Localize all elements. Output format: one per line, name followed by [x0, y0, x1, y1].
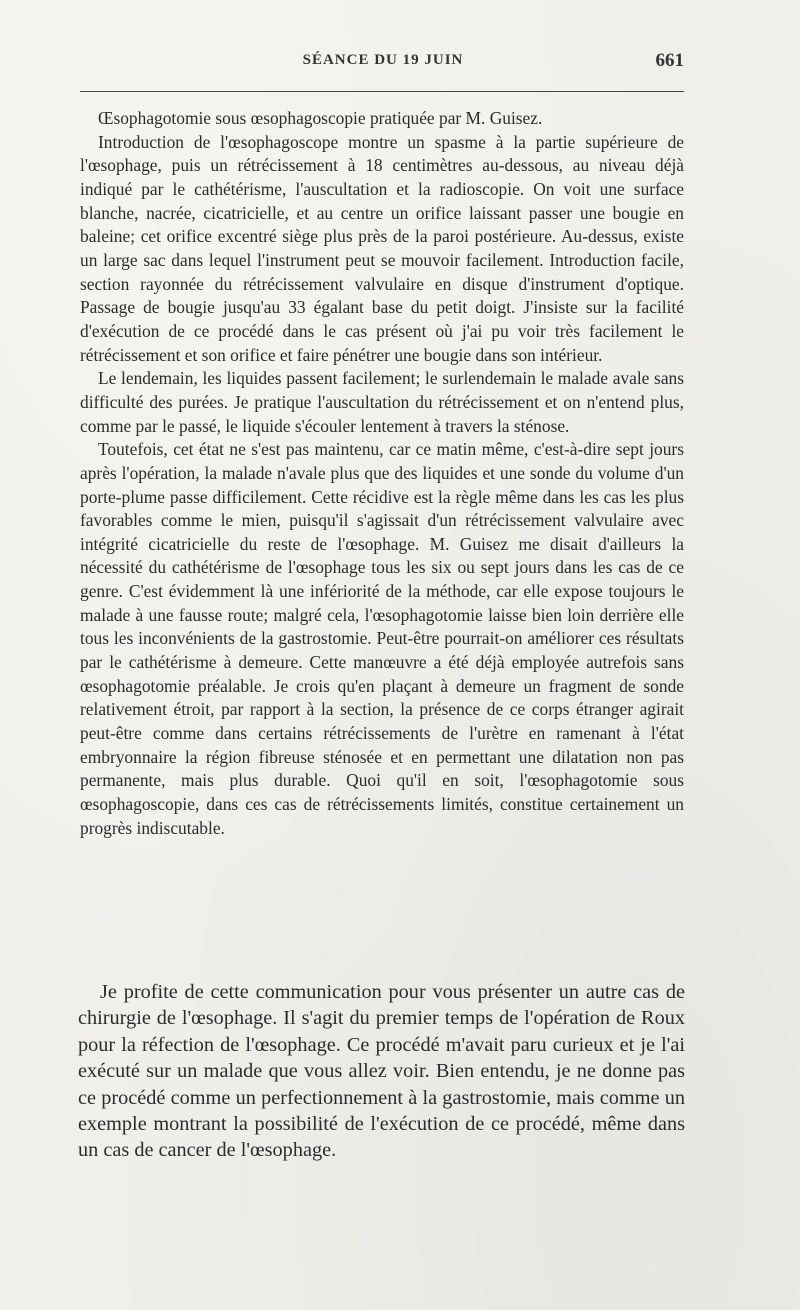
running-title: SÉANCE DU 19 JUIN	[302, 52, 464, 68]
paragraph-je-profite: Je profite de cette communication pour vous présenter un autre cas de chirurgie de l'œsophage. Il s'agit du premier temps de l'opération de Roux pour la réfection de l'œsophage. Ce procédé m'avait paru curieux et je l'ai exécuté sur un malade que vous allez voir. Bien entendu, je ne donne pas ce procédé comme un perfectionnement à la gastrostomie, mais comme un exemple montrant la possibilité de l'exécution de ce procédé, même dans un cas de cancer de l'œsophage.	[78, 981, 685, 1162]
paragraph-introduction: Introduction de l'œsophagoscope montre un spasme à la partie supérieure de l'œsophage, puis un rétrécissement à 18 centimètres au-dessous, au niveau déjà indiqué par le cathétérisme, l'auscultation et la radioscopie. On voit une surface blanche, nacrée, cicatricielle, et au centre un orifice laissant passer une bougie en baleine; cet orifice excentré siège plus près de la paroi postérieure. Au-dessus, existe un large sac dans lequel l'instrument peut se mouvoir facilement. Introduction facile, section rayonnée du rétrécissement valvulaire en disque d'instrument d'optique. Passage de bougie jusqu'au 33 égalant base du petit doigt. J'insiste sur la facilité d'exécution de ce procédé dans le cas présent où j'ai pu voir très facilement le rétrécissement et son orifice et faire pénétrer une bougie dans son intérieur.	[80, 131, 684, 365]
running-head	[82, 52, 684, 76]
paragraph-lendemain: Le lendemain, les liquides passent facilement; le surlendemain le malade avale sans difficulté des purées. Je pratique l'auscultation du rétrécissement et on n'entend plus, comme par le passé, le liquide s'écouler lentement à travers la sténose.	[80, 368, 684, 436]
page-number: 661	[655, 50, 684, 71]
header-rule	[80, 91, 684, 92]
paragraph-toutefois: Toutefois, cet état ne s'est pas maintenu, car ce matin même, c'est-à-dire sept jours après l'opération, la malade n'avale plus que des liquides et une sonde du volume d'un porte-plume passe difficilement. Cette récidive est la règle même dans les cas les plus favorables comme le mien, puisqu'il s'agissait d'un rétrécissement valvulaire avec intégrité cicatricielle du reste de l'œsophage. M. Guisez me disait d'ailleurs la nécessité du cathétérisme de l'œsophage tous les six ou sept jours dans les cas de ce genre. C'est évidemment là une infériorité de la méthode, car elle expose toujours le malade à une fausse route; malgré cela, l'œsophagotomie laisse bien loin derrière elle tous les inconvénients de la gastrostomie. Peut-être pourrait-on améliorer ces résultats par le cathétérisme à demeure. Cette manœuvre a été déjà employée autrefois sans œsophagotomie préalable. Je crois qu'en plaçant à demeure un fragment de sonde relativement étroit, par rapport à la section, la présence de ce corps étranger agirait peut-être comme dans certains rétrécissements de l'urètre en ramenant à l'état embryonnaire la région fibreuse sténosée et en permettant une dilatation non pas permanente, mais plus durable. Quoi qu'il en soit, l'œsophagotomie sous œsophagoscopie, dans ces cas de rétrécissements limités, constitue certainement un progrès indiscutable.	[80, 439, 684, 838]
communication-heading: Œsophagotomie sous œsophagoscopie pratiquée par M. Guisez.	[98, 108, 543, 128]
communication-text	[80, 107, 684, 840]
main-text	[78, 979, 685, 1164]
